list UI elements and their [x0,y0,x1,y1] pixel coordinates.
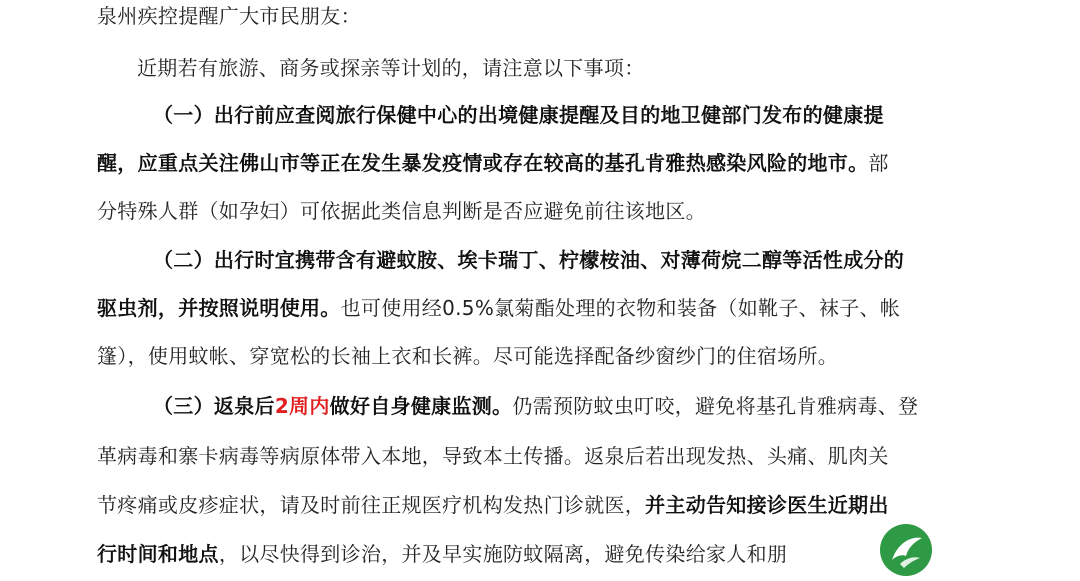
text-span: 篷），使用蚊帐、穿宽松的长袖上衣和长裤。尽可能选择配备纱窗纱门的住宿场所。 [97,344,839,368]
item-1-line-1 [153,92,1080,139]
text-span: 泉州疾控提醒广大市民朋友： [97,4,361,28]
item-2-line-2 [97,285,1080,332]
item-3-line-3 [97,482,1080,529]
bold-text-span: 并主动告知接诊医生近期出 [645,493,889,517]
item-1-line-2 [97,140,1080,187]
text-span: 革病毒和寨卡病毒等病原体带入本地，导致本土传播。返泉后若出现发热、头痛、肌肉关 [97,444,889,468]
text-span: ，以尽快得到诊治，并及早实施防蚊隔离，避免传染给家人和朋 [218,542,788,566]
text-span: 分特殊人群（如孕妇）可依据此类信息判断是否应避免前往该地区。 [97,199,706,223]
text-span: 节疼痛或皮疹症状，请及时前往正规医疗机构发热门诊就医， [97,493,646,517]
bold-text-span: 驱虫剂，并按照说明使用。 [97,296,341,320]
item-3-line-4 [97,531,1080,578]
item-3-line-2 [97,433,1080,480]
wing-logo-icon [880,524,932,576]
text-span: 仍需预防蚊虫叮咬，避免将基孔肯雅病毒、登 [512,394,919,418]
bold-text-span: （二）出行时宜携带含有避蚊胺、埃卡瑞丁、柠檬桉油、对薄荷烷二醇等活性成分的 [153,248,905,272]
text-span: 部 [868,151,889,175]
bold-text-span: 醒，应重点关注佛山市等正在发生暴发疫情或存在较高的基孔肯雅热感染风险的地市。 [97,151,869,175]
item-1-line-3 [97,188,1080,235]
bold-text-span: （一）出行前应查阅旅行保健中心的出境健康提醒及目的地卫健部门发布的健康提 [153,103,884,127]
intro-line [137,45,1080,92]
bold-text-span: 行时间和地点 [97,542,219,566]
highlight-text-span: 2周内 [274,394,330,418]
greeting-line [97,0,1080,40]
item-2-line-3 [97,333,1080,380]
item-2-line-1 [153,237,1080,284]
text-span: 也可使用经0.5%氯菊酯处理的衣物和装备（如靴子、袜子、帐 [340,296,901,320]
text-span: 近期若有旅游、商务或探亲等计划的，请注意以下事项： [137,56,645,80]
bold-text-span: （三）返泉后 [153,394,275,418]
item-3-line-1 [153,383,1080,430]
bold-text-span: 做好自身健康监测。 [329,394,513,418]
